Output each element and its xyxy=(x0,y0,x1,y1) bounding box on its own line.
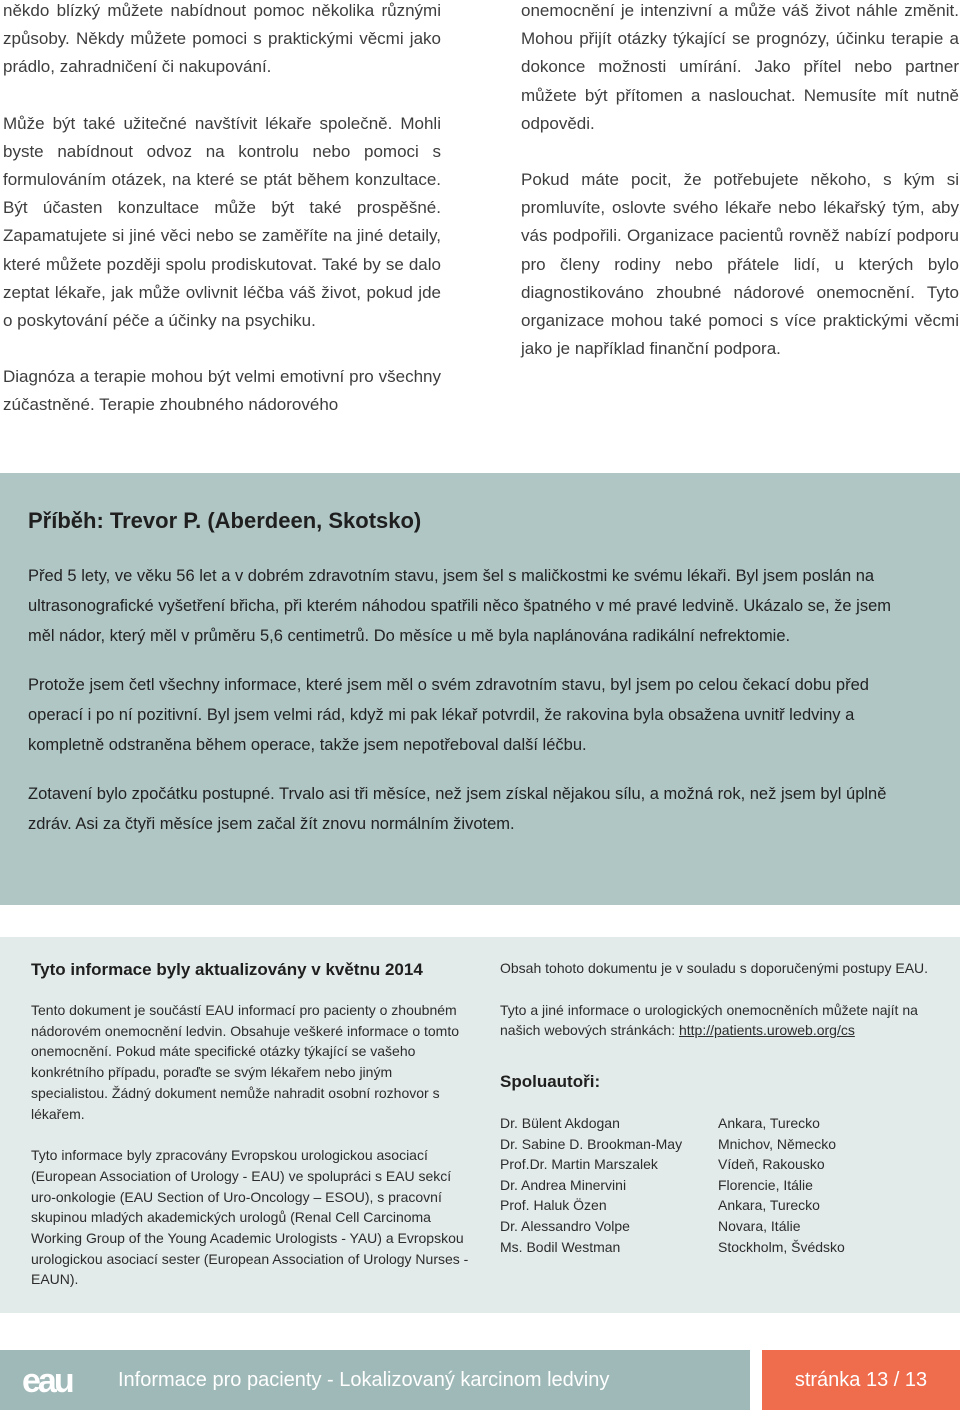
story-title: Příběh: Trevor P. (Aberdeen, Skotsko) xyxy=(28,508,422,533)
coauthor-place: Vídeň, Rakousko xyxy=(718,1156,825,1173)
coauthors-title: Spoluautoři: xyxy=(500,1072,601,1092)
page-number-box xyxy=(762,1350,960,1410)
left-text-column xyxy=(3,0,441,420)
coauthor-row xyxy=(500,1195,940,1216)
coauthor-name: Dr. Bülent Akdogan xyxy=(500,1115,620,1132)
coauthor-place: Novara, Itálie xyxy=(718,1218,801,1235)
coauthor-place: Ankara, Turecko xyxy=(718,1197,820,1214)
website-note-text: Tyto a jiné informace o urologických onemocněních můžete najít na našich webových stránkách: xyxy=(500,1001,918,1039)
website-note xyxy=(500,1000,940,1041)
story-body xyxy=(28,561,912,858)
right-paragraph-2: Pokud máte pocit, že potřebujete někoho, s kým si promluvíte, oslovte svého lékaře nebo lékařský tým, aby vás podpořili. Organizace pacientů rovněž nabízí podporu pro členy rodiny nebo přátele lidí, u kterých bylo diagnostikováno zhoubné nádorové onemocnění. Tyto organizace mohou také pomoci s více praktickými věcmi jako je například finanční podpora. xyxy=(521,170,959,359)
story-paragraph-3: Zotavení bylo zpočátku postupné. Trvalo asi tři měsíce, než jsem získal nějakou sílu, a možná rok, než jsem byl úplně zdráv. Asi za čtyři měsíce jsem začal žít znovu normálním životem. xyxy=(28,785,887,833)
info-title: Tyto informace byly aktualizovány v květnu 2014 xyxy=(31,960,423,979)
coauthor-row xyxy=(500,1175,940,1196)
coauthor-place: Ankara, Turecko xyxy=(718,1115,820,1132)
eau-logo-icon xyxy=(22,1362,86,1398)
coauthor-name: Ms. Bodil Westman xyxy=(500,1238,621,1255)
page-number: stránka 13 / 13 xyxy=(794,1369,928,1391)
info-paragraph-1: Tento dokument je součástí EAU informací pro pacienty o zhoubném nádorovém onemocnění ledvin. Obsahuje veškeré informace o tomto onemocnění. Pokud máte specifické otázky týkající se vašeho konkrétního případu, poraďte se svým lékařem nebo jiným specialistou. Žádný dokument nemůže nahradit osobní rozhovor s lékařem. xyxy=(31,1002,460,1122)
coauthor-name: Prof.Dr. Martin Marszalek xyxy=(500,1156,658,1173)
info-left-column xyxy=(31,957,471,1290)
story-paragraph-2: Protože jsem četl všechny informace, které jsem měl o svém zdravotním stavu, byl jsem po celou čekací dobu před operací i po ní pozitivní. Byl jsem velmi rád, když mi pak lékař potvrdil, že rakovina byla obsažena uvnitř ledviny a kompletně odstraněna během operace, takže jsem nepotřeboval další léčbu. xyxy=(28,676,869,754)
info-paragraph-2: Tyto informace byly zpracovány Evropskou urologickou asociací (European Association of Urology - EAU) ve spolupráci s EAU sekcí uro-onkologie (EAU Section of Uro-Oncology – ESOU), s pracovní skupinou mladých akademických urologů (Renal Cell Carcinoma Working Group of the Young Academic Urologists - YAU) a Evropskou urologickou asociací sester (European Association of Urology Nurses - EAUN). xyxy=(31,1147,469,1288)
right-text-column xyxy=(521,0,959,363)
coauthor-row xyxy=(500,1216,940,1237)
coauthor-name: Dr. Andrea Minervini xyxy=(500,1176,627,1193)
left-paragraph-1: někdo blízký můžete nabídnout pomoc několika různými způsoby. Někdy můžete pomoci s praktickými věcmi jako prádlo, zahradničení či nakupování. xyxy=(3,1,441,77)
coauthor-name: Prof. Haluk Özen xyxy=(500,1197,607,1214)
story-paragraph-1: Před 5 lety, ve věku 56 let a v dobrém zdravotním stavu, jsem šel s maličkostmi ke svému lékaři. Byl jsem poslán na ultrasonografické vyšetření břicha, při kterém náhodou spatřili něco špatného v mé pravé ledvině. Ukázalo se, že jsem měl nádor, který měl v průměru 5,6 centimetrů. Do měsíce u mě byla naplánována radikální nefrektomie. xyxy=(28,567,892,645)
coauthor-name: Dr. Alessandro Volpe xyxy=(500,1218,630,1235)
left-paragraph-2: Může být také užitečné navštívit lékaře společně. Mohli byste nabídnout odvoz na kontrolu nebo pomoci s formulováním otázek, na které se ptát během konzultace. Být účasten konzultace může být také prospěšné. Zapamatujete si jiné věci nebo se zaměříte na jiné detaily, které můžete později spolu prodiskutovat. Také by se dalo zeptat lékaře, jak může ovlivnit léčba váš život, pokud jde o poskytování péče a účinky na psychiku. xyxy=(3,113,441,331)
guidelines-note: Obsah tohoto dokumentu je v souladu s doporučenými postupy EAU. xyxy=(500,960,929,976)
right-paragraph-1: onemocnění je intenzivní a může váš život náhle změnit. Mohou přijít otázky týkající se prognózy, účinku terapie a dokonce možnosti umírání. Jako přítel nebo partner můžete být přítomen a naslouchat. Nemusíte mít nutně odpovědi. xyxy=(521,1,959,133)
footer-title: Informace pro pacienty - Lokalizovaný karcinom ledviny xyxy=(118,1369,610,1391)
coauthors-list xyxy=(500,1113,940,1257)
coauthor-row xyxy=(500,1134,940,1155)
website-link[interactable]: http://patients.uroweb.org/cs xyxy=(678,1022,855,1039)
coauthor-name: Dr. Sabine D. Brookman-May xyxy=(500,1135,683,1152)
coauthor-place: Florencie, Itálie xyxy=(718,1176,813,1193)
info-right-column xyxy=(500,958,940,1257)
coauthor-row xyxy=(500,1237,940,1258)
footer-bar xyxy=(0,1350,750,1410)
coauthor-place: Stockholm, Švédsko xyxy=(718,1238,845,1255)
page-footer xyxy=(0,1350,960,1410)
coauthor-place: Mnichov, Německo xyxy=(718,1135,837,1152)
eau-logo-text: eau xyxy=(22,1362,72,1398)
left-paragraph-3: Diagnóza a terapie mohou být velmi emotivní pro všechny zúčastněné. Terapie zhoubného nádorového xyxy=(3,367,441,415)
coauthor-row xyxy=(500,1113,940,1134)
coauthor-row xyxy=(500,1154,940,1175)
